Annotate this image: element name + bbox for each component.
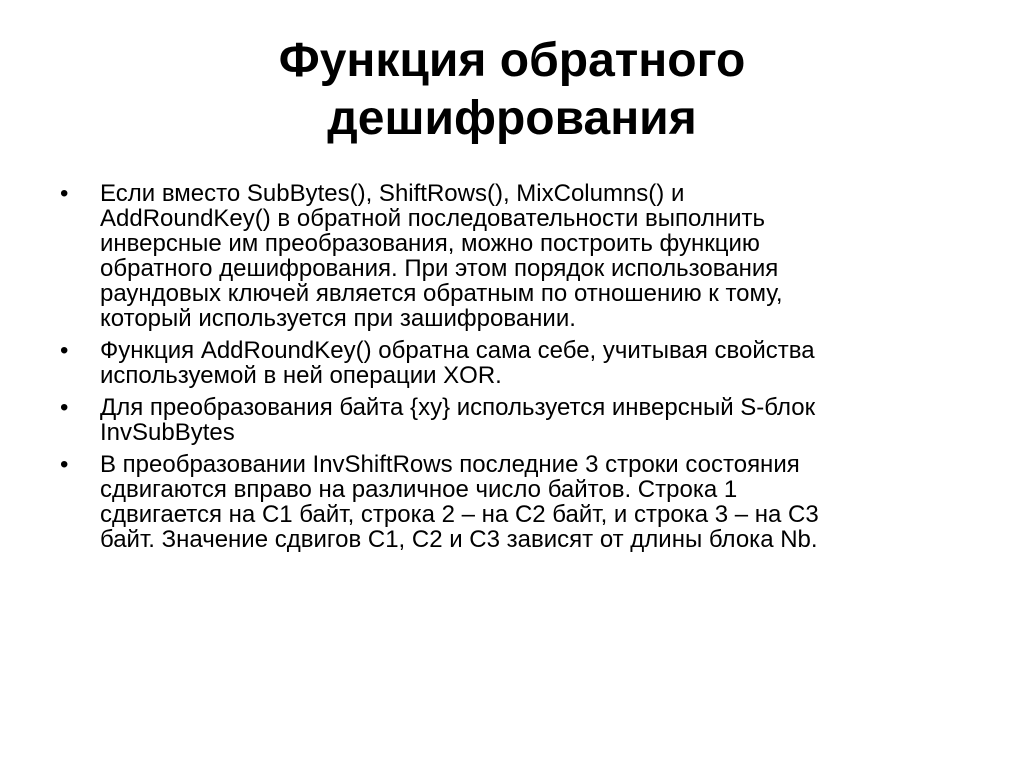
bullet-text-line: обратного дешифрования. При этом порядок использования bbox=[100, 255, 779, 282]
slide-title bbox=[0, 32, 1024, 148]
bullet-text-line: В преобразовании InvShiftRows последние 3 строки состояния bbox=[100, 451, 800, 478]
bullet-text-line: инверсные им преобразования, можно построить функцию bbox=[100, 230, 760, 257]
bullet-text-line: Для преобразования байта {xy} используется инверсный S-блок bbox=[100, 394, 816, 421]
bullet-item bbox=[60, 338, 980, 388]
bullet-item bbox=[60, 452, 980, 552]
bullet-text-line: который используется при зашифровании. bbox=[100, 305, 576, 332]
bullet-text-line: AddRoundKey() в обратной последовательности выполнить bbox=[100, 205, 766, 232]
bullet-text-line: используемой в ней операции XOR. bbox=[100, 362, 502, 389]
bullet-marker-icon: • bbox=[60, 451, 69, 478]
bullet-item bbox=[60, 181, 980, 331]
bullet-item bbox=[60, 395, 980, 445]
bullet-marker-icon: • bbox=[60, 337, 69, 364]
bullet-text-line: InvSubBytes bbox=[100, 419, 235, 446]
bullet-list bbox=[60, 181, 980, 559]
bullet-marker-icon: • bbox=[60, 394, 69, 421]
bullet-text-line: Функция AddRoundKey() обратна сама себе, учитывая свойства bbox=[100, 337, 815, 364]
title-line: Функция обратного bbox=[278, 34, 746, 87]
bullet-text-line: сдвигается на С1 байт, строка 2 – на С2 байт, и строка 3 – на С3 bbox=[100, 501, 819, 528]
bullet-text-line: Если вместо SubBytes(), ShiftRows(), MixColumns() и bbox=[100, 180, 685, 207]
bullet-text-line: раундовых ключей является обратным по отношению к тому, bbox=[100, 280, 783, 307]
bullet-text-line: сдвигаются вправо на различное число байтов. Строка 1 bbox=[100, 476, 738, 503]
bullet-marker-icon: • bbox=[60, 180, 69, 207]
title-line: дешифрования bbox=[327, 92, 697, 145]
bullet-text-line: байт. Значение сдвигов С1, С2 и С3 зависят от длины блока Nb. bbox=[100, 526, 818, 553]
